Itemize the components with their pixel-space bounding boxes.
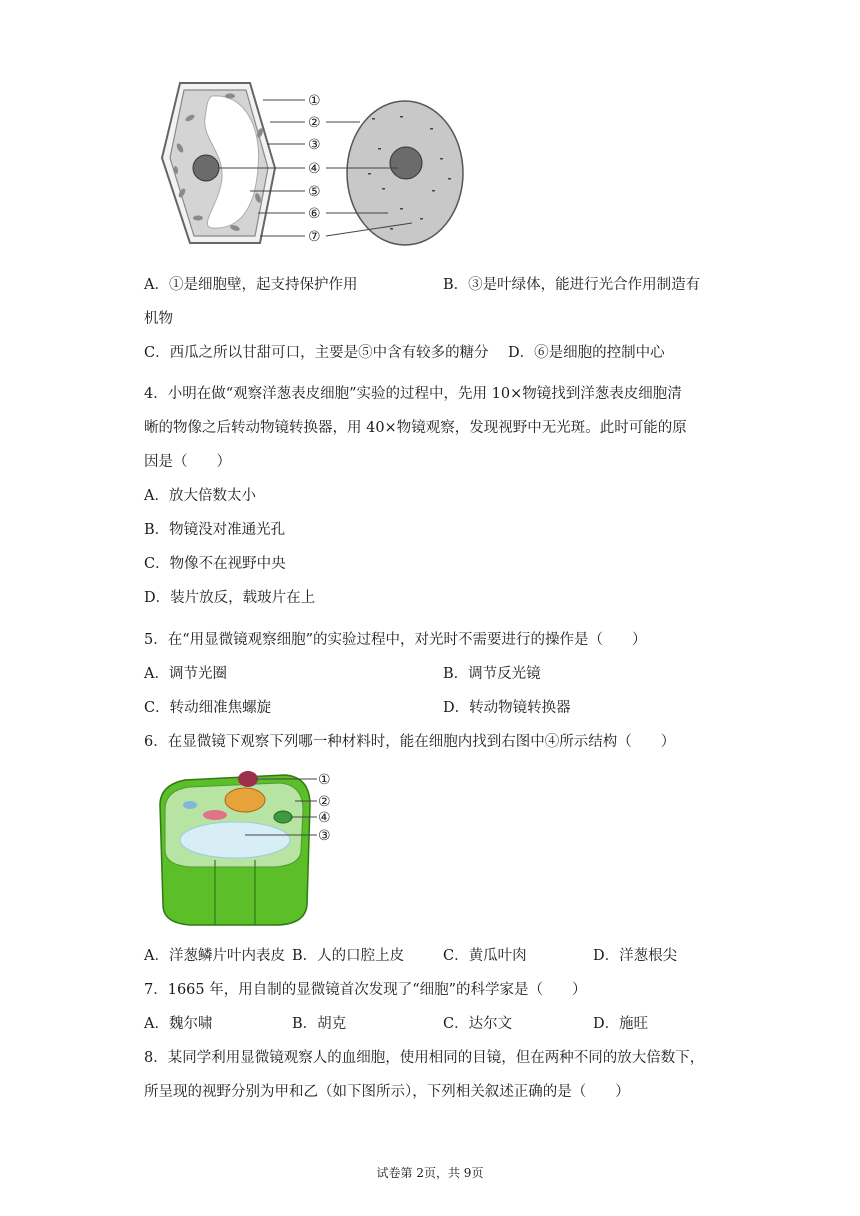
q5-option-d: D．转动物镜转换器 — [443, 700, 571, 716]
plant-cell-3d-figure — [155, 765, 340, 930]
fig1-label-6: ⑥ — [308, 206, 321, 222]
cell-diagram-figure — [150, 78, 470, 253]
q5-option-b: B．调节反光镜 — [443, 666, 541, 682]
q6-option-b: B．人的口腔上皮 — [292, 948, 405, 964]
fig2-label-1: ① — [318, 772, 331, 788]
q4-stem-line1: 4．小明在做“观察洋葱表皮细胞”实验的过程中，先用 10×物镜找到洋葱表皮细胞清 — [144, 386, 682, 402]
q3-option-a: A．①是细胞壁，起支持保护作用 — [144, 277, 358, 293]
q6-stem: 6．在显微镜下观察下列哪一种材料时，能在细胞内找到右图中④所示结构（ ） — [144, 734, 676, 750]
q4-option-b: B．物镜没对准通光孔 — [144, 522, 286, 538]
fig1-label-2: ② — [308, 115, 321, 131]
q7-option-d: D．施旺 — [593, 1016, 649, 1032]
q4-option-d: D．装片放反，载玻片在上 — [144, 590, 316, 606]
q5-option-a: A．调节光圈 — [144, 666, 227, 682]
q3-option-d: D．⑥是细胞的控制中心 — [508, 345, 665, 361]
fig1-label-1: ① — [308, 93, 321, 109]
q6-option-c: C．黄瓜叶肉 — [443, 948, 527, 964]
q8-stem-line1: 8．某同学利用显微镜观察人的血细胞，使用相同的目镜，但在两种不同的放大倍数下， — [144, 1050, 705, 1066]
q3-option-b-cont: 机物 — [144, 311, 173, 327]
q6-option-a: A．洋葱鳞片叶内表皮 — [144, 948, 285, 964]
q6-option-d: D．洋葱根尖 — [593, 948, 678, 964]
q4-stem-line2: 晰的物像之后转动物镜转换器，用 40×物镜观察，发现视野中无光斑。此时可能的原 — [144, 420, 687, 436]
q5-stem: 5．在“用显微镜观察细胞”的实验过程中，对光时不需要进行的操作是（ ） — [144, 632, 647, 648]
q7-option-c: C．达尔文 — [443, 1016, 513, 1032]
q7-stem: 7．1665 年，用自制的显微镜首次发现了“细胞”的科学家是（ ） — [144, 982, 587, 998]
fig1-label-7: ⑦ — [308, 229, 321, 245]
q3-option-b: B．③是叶绿体，能进行光合作用制造有 — [443, 277, 701, 293]
fig2-label-4: ④ — [318, 810, 331, 826]
q4-option-a: A．放大倍数太小 — [144, 488, 256, 504]
q3-option-c: C．西瓜之所以甘甜可口，主要是⑤中含有较多的糖分 — [144, 345, 489, 361]
q4-option-c: C．物像不在视野中央 — [144, 556, 286, 572]
fig2-label-3: ③ — [318, 828, 331, 844]
fig1-label-4: ④ — [308, 161, 321, 177]
q4-stem-line3: 因是（ ） — [144, 454, 231, 470]
fig1-label-3: ③ — [308, 137, 321, 153]
fig2-label-2: ② — [318, 794, 331, 810]
q7-option-a: A．魏尔啸 — [144, 1016, 213, 1032]
page-footer: 试卷第 2页，共 9页 — [376, 1166, 484, 1180]
fig1-label-5: ⑤ — [308, 184, 321, 200]
q7-option-b: B．胡克 — [292, 1016, 347, 1032]
q8-stem-line2: 所呈现的视野分别为甲和乙（如下图所示），下列相关叙述正确的是（ ） — [144, 1084, 630, 1100]
q5-option-c: C．转动细准焦螺旋 — [144, 700, 272, 716]
